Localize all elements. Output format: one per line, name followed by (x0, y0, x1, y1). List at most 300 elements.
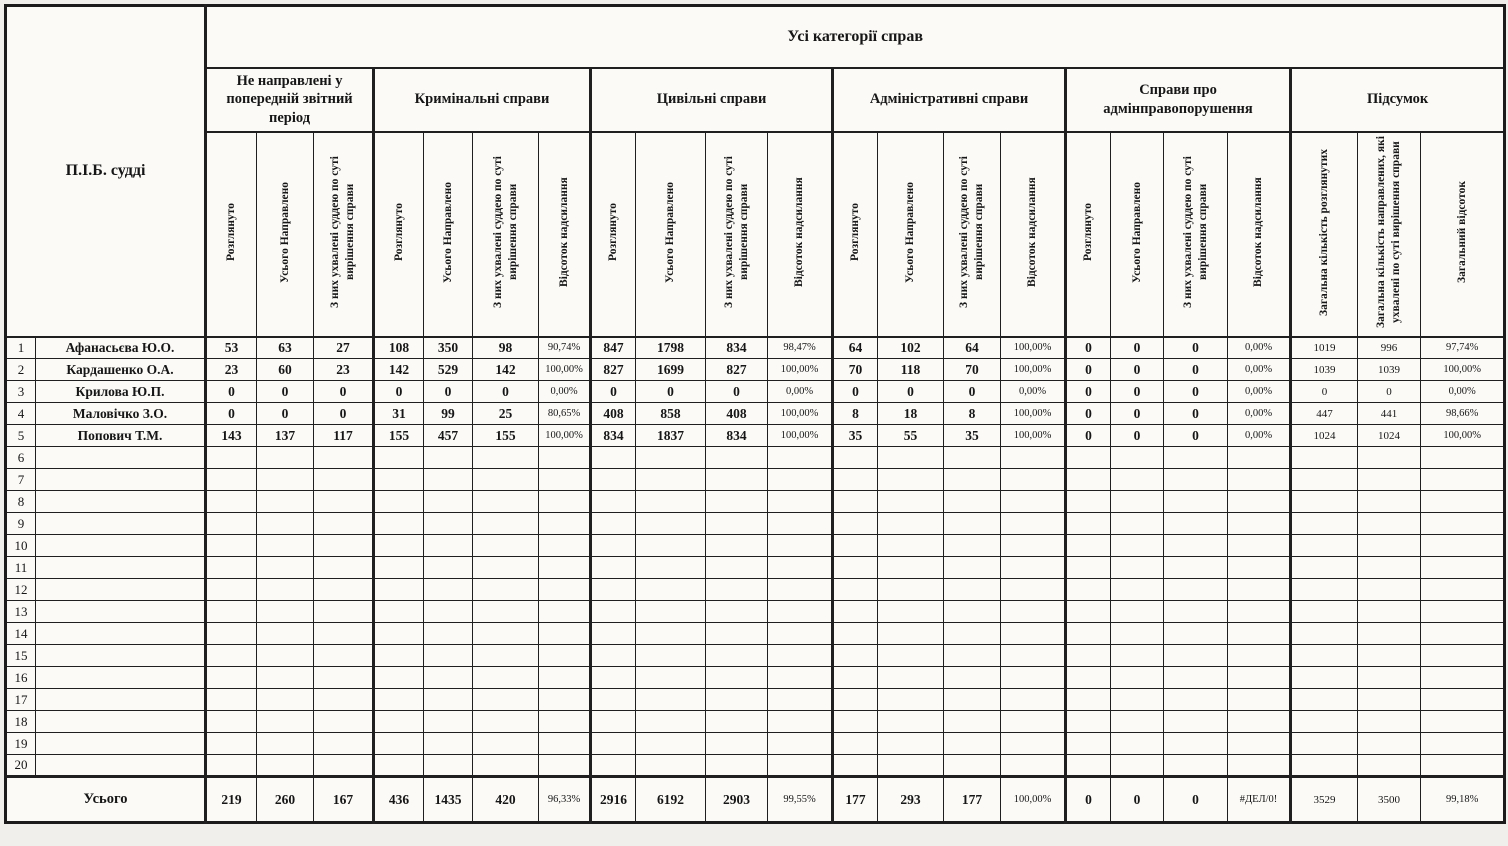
data-cell (473, 755, 539, 777)
data-cell: 55 (878, 425, 944, 447)
data-cell (1111, 601, 1164, 623)
data-cell (314, 755, 374, 777)
data-cell (1421, 711, 1505, 733)
row-number: 4 (6, 403, 36, 425)
column-header-rotated (1228, 132, 1291, 337)
judge-name (36, 469, 206, 491)
data-cell (1066, 689, 1111, 711)
data-cell (833, 601, 878, 623)
totals-cell: 420 (473, 777, 539, 823)
judge-name (36, 579, 206, 601)
group-header-3: Адміністративні справи (833, 68, 1066, 132)
scanned-report-sheet (4, 4, 1506, 824)
data-cell (473, 469, 539, 491)
data-cell: 142 (473, 359, 539, 381)
data-cell (424, 491, 473, 513)
data-cell (1066, 755, 1111, 777)
column-header-label: З них ухвалені суддею по суті вирішення справи (329, 155, 357, 308)
data-cell: 1039 (1291, 359, 1358, 381)
data-cell: 8 (833, 403, 878, 425)
data-cell (1111, 689, 1164, 711)
data-cell (1291, 711, 1358, 733)
data-cell (636, 557, 706, 579)
column-header-label: Відсоток надсилання (1252, 176, 1265, 287)
data-cell (1291, 491, 1358, 513)
data-cell (833, 579, 878, 601)
data-cell (473, 689, 539, 711)
data-cell (1001, 733, 1066, 755)
data-cell (768, 557, 833, 579)
row-number: 15 (6, 645, 36, 667)
totals-cell: 219 (206, 777, 257, 823)
totals-cell: 293 (878, 777, 944, 823)
data-cell (539, 623, 591, 645)
group-header-2: Цивільні справи (591, 68, 833, 132)
data-cell (768, 711, 833, 733)
data-cell (636, 535, 706, 557)
data-cell (374, 689, 424, 711)
data-cell (206, 623, 257, 645)
data-cell (768, 733, 833, 755)
data-cell: 0,00% (1228, 425, 1291, 447)
table-row (6, 645, 1505, 667)
data-cell (1291, 601, 1358, 623)
data-cell: 100,00% (539, 425, 591, 447)
data-cell: 0 (1291, 381, 1358, 403)
data-cell (768, 601, 833, 623)
data-cell (539, 645, 591, 667)
data-cell (878, 535, 944, 557)
data-cell: 0 (591, 381, 636, 403)
data-cell (944, 535, 1001, 557)
data-cell (878, 667, 944, 689)
data-cell (1358, 689, 1421, 711)
data-cell: 23 (206, 359, 257, 381)
data-cell: 0 (1164, 381, 1228, 403)
data-cell: 847 (591, 337, 636, 359)
data-cell (374, 755, 424, 777)
data-cell (1164, 535, 1228, 557)
data-cell (833, 623, 878, 645)
data-cell: 118 (878, 359, 944, 381)
table-row (6, 359, 1505, 381)
totals-cell: 2916 (591, 777, 636, 823)
data-cell (1291, 689, 1358, 711)
totals-cell: 1435 (424, 777, 473, 823)
data-cell (878, 469, 944, 491)
data-cell (636, 645, 706, 667)
totals-cell: 3500 (1358, 777, 1421, 823)
data-cell: 0 (1164, 359, 1228, 381)
data-cell (206, 535, 257, 557)
data-cell (878, 513, 944, 535)
data-cell: 0 (1066, 359, 1111, 381)
data-cell (1001, 513, 1066, 535)
row-number: 17 (6, 689, 36, 711)
data-cell (1066, 645, 1111, 667)
totals-cell: 3529 (1291, 777, 1358, 823)
data-cell (878, 579, 944, 601)
judges-report-table (4, 4, 1506, 824)
data-cell (1358, 513, 1421, 535)
data-cell (539, 491, 591, 513)
data-cell (878, 689, 944, 711)
group-header-row (6, 68, 1505, 132)
data-cell (768, 535, 833, 557)
data-cell (424, 557, 473, 579)
data-cell (636, 689, 706, 711)
data-cell (706, 513, 768, 535)
data-cell (1164, 689, 1228, 711)
data-cell (1228, 447, 1291, 469)
data-cell (1001, 491, 1066, 513)
data-cell (206, 711, 257, 733)
data-cell (591, 513, 636, 535)
data-cell (833, 711, 878, 733)
data-cell (768, 623, 833, 645)
data-cell (944, 711, 1001, 733)
data-cell (878, 557, 944, 579)
data-cell: 447 (1291, 403, 1358, 425)
data-cell (1228, 689, 1291, 711)
data-cell (206, 689, 257, 711)
row-number: 16 (6, 667, 36, 689)
data-cell (374, 447, 424, 469)
data-cell: 100,00% (539, 359, 591, 381)
data-cell (206, 601, 257, 623)
data-cell (1111, 513, 1164, 535)
data-cell (706, 557, 768, 579)
data-cell (1066, 491, 1111, 513)
data-cell (473, 645, 539, 667)
data-cell (944, 601, 1001, 623)
data-cell (539, 447, 591, 469)
data-cell (1421, 535, 1505, 557)
table-row (6, 711, 1505, 733)
data-cell: 100,00% (1001, 337, 1066, 359)
judge-name (36, 447, 206, 469)
data-cell (1001, 557, 1066, 579)
data-cell: 0 (1358, 381, 1421, 403)
column-header-label: Усього Направлено (278, 181, 291, 283)
data-cell: 1699 (636, 359, 706, 381)
data-cell (1001, 447, 1066, 469)
data-cell (1111, 667, 1164, 689)
data-cell (1111, 711, 1164, 733)
data-cell (1066, 513, 1111, 535)
data-cell (944, 491, 1001, 513)
data-cell: 90,74% (539, 337, 591, 359)
data-cell (314, 711, 374, 733)
data-cell (1111, 623, 1164, 645)
data-cell (424, 689, 473, 711)
data-cell (424, 645, 473, 667)
data-cell (706, 535, 768, 557)
data-cell: 1798 (636, 337, 706, 359)
data-cell: 100,00% (768, 403, 833, 425)
data-cell: 18 (878, 403, 944, 425)
data-cell (1066, 711, 1111, 733)
data-cell: 0 (1111, 403, 1164, 425)
column-header-label: З них ухвалені суддею по суті вирішення справи (491, 155, 519, 308)
data-cell: 408 (706, 403, 768, 425)
data-cell (1291, 557, 1358, 579)
data-cell: 0 (1066, 403, 1111, 425)
data-cell (1001, 645, 1066, 667)
data-cell (1066, 535, 1111, 557)
table-row (6, 425, 1505, 447)
data-cell: 143 (206, 425, 257, 447)
data-cell (1001, 623, 1066, 645)
data-cell: 98,66% (1421, 403, 1505, 425)
data-cell (878, 601, 944, 623)
data-cell (1291, 535, 1358, 557)
data-cell: 0 (706, 381, 768, 403)
data-cell (374, 579, 424, 601)
column-header-rotated (768, 132, 833, 337)
data-cell: 408 (591, 403, 636, 425)
column-header-label: Розглянуто (1082, 202, 1095, 261)
group-header-0: Не направлені у попередній звітний період (206, 68, 374, 132)
data-cell (374, 557, 424, 579)
data-cell (424, 755, 473, 777)
data-cell (1358, 645, 1421, 667)
data-cell (944, 623, 1001, 645)
data-cell (1228, 711, 1291, 733)
data-cell (833, 469, 878, 491)
data-cell: 0,00% (1228, 337, 1291, 359)
table-row (6, 337, 1505, 359)
data-cell (257, 755, 314, 777)
column-header-rotated (636, 132, 706, 337)
row-number: 12 (6, 579, 36, 601)
data-cell (424, 535, 473, 557)
data-cell (636, 513, 706, 535)
data-cell (1001, 535, 1066, 557)
data-cell (878, 491, 944, 513)
data-cell (833, 513, 878, 535)
data-cell (833, 733, 878, 755)
data-cell (1291, 579, 1358, 601)
data-cell: 0 (1111, 425, 1164, 447)
data-cell (706, 601, 768, 623)
data-cell (424, 733, 473, 755)
column-header-rotated (424, 132, 473, 337)
data-cell (473, 447, 539, 469)
data-cell: 27 (314, 337, 374, 359)
data-cell (636, 733, 706, 755)
column-header-rotated (1001, 132, 1066, 337)
totals-cell: 177 (833, 777, 878, 823)
column-header-rotated (591, 132, 636, 337)
data-cell (1291, 447, 1358, 469)
data-cell (1164, 557, 1228, 579)
table-row (6, 469, 1505, 491)
table-row (6, 513, 1505, 535)
row-number: 3 (6, 381, 36, 403)
column-header-rotated (257, 132, 314, 337)
row-number: 20 (6, 755, 36, 777)
data-cell: 23 (314, 359, 374, 381)
column-header-rotated (314, 132, 374, 337)
totals-label: Усього (6, 777, 206, 823)
row-number: 1 (6, 337, 36, 359)
column-header-rotated (1421, 132, 1505, 337)
data-cell (591, 733, 636, 755)
data-cell (944, 469, 1001, 491)
table-header (6, 6, 1505, 337)
data-cell (1164, 447, 1228, 469)
judge-name (36, 557, 206, 579)
data-cell (1066, 447, 1111, 469)
data-cell: 0 (257, 403, 314, 425)
data-cell (1228, 667, 1291, 689)
data-cell (1001, 667, 1066, 689)
data-cell (374, 491, 424, 513)
data-cell (1228, 733, 1291, 755)
table-body (6, 337, 1505, 777)
data-cell: 63 (257, 337, 314, 359)
data-cell (374, 469, 424, 491)
data-cell (1421, 579, 1505, 601)
data-cell (1001, 755, 1066, 777)
data-cell (706, 711, 768, 733)
judge-name: Крилова Ю.П. (36, 381, 206, 403)
data-cell (1421, 491, 1505, 513)
data-cell (539, 469, 591, 491)
data-cell: 64 (944, 337, 1001, 359)
column-header-rotated (944, 132, 1001, 337)
table-row (6, 755, 1505, 777)
data-cell (314, 733, 374, 755)
data-cell (1291, 623, 1358, 645)
judge-name: Маловічко З.О. (36, 403, 206, 425)
data-cell (1291, 733, 1358, 755)
data-cell (473, 733, 539, 755)
data-cell (1228, 579, 1291, 601)
data-cell (706, 469, 768, 491)
data-cell (257, 733, 314, 755)
column-header-rotated (473, 132, 539, 337)
judge-name (36, 623, 206, 645)
data-cell (257, 711, 314, 733)
data-cell: 0 (1066, 337, 1111, 359)
data-cell: 858 (636, 403, 706, 425)
data-cell: 35 (833, 425, 878, 447)
data-cell (1228, 469, 1291, 491)
data-cell (1066, 601, 1111, 623)
data-cell (257, 645, 314, 667)
data-cell (257, 623, 314, 645)
data-cell (539, 513, 591, 535)
table-row (6, 667, 1505, 689)
data-cell (706, 579, 768, 601)
data-cell (768, 645, 833, 667)
data-cell (1001, 689, 1066, 711)
data-cell (768, 755, 833, 777)
judge-name (36, 535, 206, 557)
data-cell (1421, 689, 1505, 711)
data-cell (473, 513, 539, 535)
data-cell (878, 711, 944, 733)
data-cell (591, 689, 636, 711)
data-cell (768, 447, 833, 469)
data-cell: 137 (257, 425, 314, 447)
data-cell (1291, 645, 1358, 667)
data-cell (1164, 579, 1228, 601)
data-cell (424, 579, 473, 601)
data-cell (944, 733, 1001, 755)
data-cell: 0,00% (1421, 381, 1505, 403)
data-cell (706, 755, 768, 777)
row-number: 5 (6, 425, 36, 447)
table-row (6, 557, 1505, 579)
data-cell: 0 (1164, 403, 1228, 425)
data-cell (473, 535, 539, 557)
column-header-label: З них ухвалені суддею по суті вирішення справи (958, 155, 986, 308)
judge-name (36, 711, 206, 733)
data-cell: 0 (1111, 381, 1164, 403)
data-cell (1421, 513, 1505, 535)
data-cell (1421, 623, 1505, 645)
data-cell (1228, 513, 1291, 535)
judge-name: Кардашенко О.А. (36, 359, 206, 381)
data-cell (944, 645, 1001, 667)
data-cell (1291, 755, 1358, 777)
column-header-rotated (706, 132, 768, 337)
totals-cell: 177 (944, 777, 1001, 823)
column-header-label: Загальна кількість направлених, які ухвалені по суті вирішення справи (1375, 135, 1403, 328)
data-cell: 100,00% (1001, 359, 1066, 381)
column-header-label: Розглянуто (607, 202, 620, 261)
data-cell (1111, 491, 1164, 513)
data-cell: 0 (636, 381, 706, 403)
data-cell: 64 (833, 337, 878, 359)
data-cell: 996 (1358, 337, 1421, 359)
data-cell (1164, 711, 1228, 733)
data-cell (1164, 755, 1228, 777)
data-cell (257, 667, 314, 689)
data-cell (768, 491, 833, 513)
judge-name (36, 513, 206, 535)
data-cell (1421, 667, 1505, 689)
data-cell (1164, 645, 1228, 667)
data-cell (539, 579, 591, 601)
data-cell (1164, 667, 1228, 689)
data-cell (374, 645, 424, 667)
data-cell (1164, 469, 1228, 491)
data-cell (1291, 469, 1358, 491)
row-number: 2 (6, 359, 36, 381)
column-header-rotated (1358, 132, 1421, 337)
data-cell (424, 447, 473, 469)
data-cell: 834 (591, 425, 636, 447)
totals-cell: 99,55% (768, 777, 833, 823)
data-cell: 100,00% (1421, 425, 1505, 447)
totals-cell: 436 (374, 777, 424, 823)
data-cell: 0 (206, 403, 257, 425)
data-cell (1066, 733, 1111, 755)
data-cell (1164, 491, 1228, 513)
data-cell (473, 557, 539, 579)
data-cell: 0 (424, 381, 473, 403)
data-cell (591, 601, 636, 623)
data-cell (706, 447, 768, 469)
data-cell (473, 579, 539, 601)
data-cell (636, 447, 706, 469)
table-row (6, 403, 1505, 425)
data-cell: 100,00% (1001, 425, 1066, 447)
